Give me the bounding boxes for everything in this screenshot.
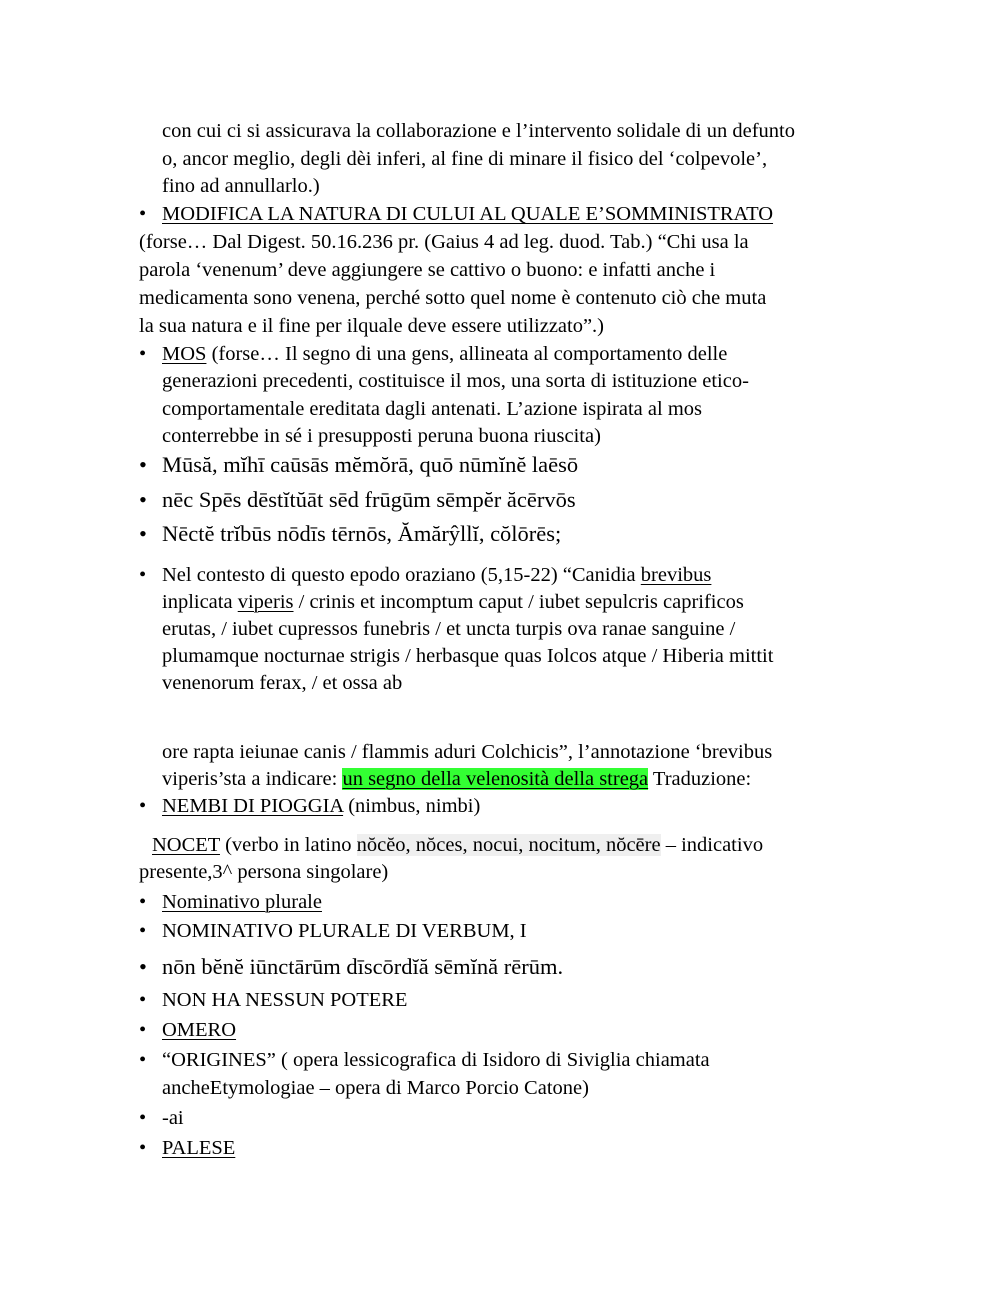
modifica-line-1: (forse… Dal Digest. 50.16.236 pr. (Gaius 4 ad leg. duod. Tab.) “Chi usa la: [139, 231, 749, 253]
mos-line-2: generazioni precedenti, costituisce il mos, una sorta di istituzione etico-: [162, 370, 749, 392]
brevibus-term: brevibus: [640, 564, 712, 586]
highlighted-phrase: un segno della velenosità della strega: [342, 768, 649, 790]
nocet-conjugation: nŏcĕo, nŏces, nocui, nocitum, nŏcēre: [356, 834, 661, 856]
nel-line-2-post: / crinis et incomptum caput / iubet sepulcris caprificos: [293, 591, 744, 613]
nocet-pre: (verbo in latino: [219, 834, 357, 856]
bullet: •: [139, 521, 147, 546]
bullet: •: [139, 343, 147, 365]
bullet: •: [139, 1107, 147, 1129]
bullet: •: [139, 203, 147, 225]
bullet: •: [139, 487, 147, 512]
intro-line-3: fino ad annullarlo.): [162, 175, 320, 197]
viperis-term: viperis: [237, 591, 294, 613]
bullet: •: [139, 564, 147, 586]
latin-verse-4: nōn bĕnĕ iūnctārūm dīscōrdĭă sēmĭnă rērūm.: [162, 954, 564, 979]
origines-line-2: ancheEtymologiae – opera di Marco Porcio Catone): [162, 1077, 589, 1099]
modifica-heading: MODIFICA LA NATURA DI CULUI AL QUALE E’SOMMINISTRATO: [162, 203, 774, 225]
nembi-line: [162, 792, 480, 820]
nel-line-6: ore rapta ieiunae canis / flammis aduri Colchicis”, l’annotazione ‘brevibus: [162, 741, 773, 763]
bullet: •: [139, 891, 147, 913]
bullet: •: [139, 989, 147, 1011]
nel-line-7-post: Traduzione:: [648, 768, 752, 790]
verbum-item: NOMINATIVO PLURALE DI VERBUM, I: [162, 920, 527, 942]
latin-verse-3: Nēctĕ trĭbūs nōdīs tērnōs, Ămărŷllĭ, cŏlōrēs;: [162, 521, 562, 546]
nel-line-7-pre: viperis’sta a indicare:: [162, 768, 343, 790]
origines-line-1: “ORIGINES” ( opera lessicografica di Isidoro di Siviglia chiamata: [162, 1049, 710, 1071]
mos-line-3: comportamentale ereditata dagli antenati. L’azione ispirata al mos: [162, 398, 702, 420]
nel-line-1: [162, 561, 711, 589]
nel-line-2: [162, 588, 744, 616]
mos-line-1: [162, 340, 727, 368]
intro-line-2: o, ancor meglio, degli dèi inferi, al fine di minare il fisico del ‘colpevole’,: [162, 148, 768, 170]
latin-verse-2: nēc Spēs dēstĭtŭāt sēd frūgūm sēmpĕr ăcērvōs: [162, 487, 576, 512]
mos-line-4: conterrebbe in sé i presupposti peruna buona riuscita): [162, 425, 601, 447]
nembi-rest: (nimbus, nimbi): [343, 795, 481, 817]
nel-line-1-text: Nel contesto di questo epodo oraziano (5,15-22) “Canidia: [162, 564, 641, 586]
nocet-post: – indicativo: [660, 834, 764, 856]
nembi-term: NEMBI DI PIOGGIA: [162, 795, 344, 817]
modifica-line-4: la sua natura e il fine per ilquale deve essere utilizzato”.): [139, 315, 605, 337]
nocet-line-2: presente,3^ persona singolare): [139, 861, 389, 883]
nel-line-5: venenorum ferax, / et ossa ab: [162, 672, 403, 694]
modifica-line-3: medicamenta sono venena, perché sotto quel nome è contenuto ciò che muta: [139, 287, 767, 309]
bullet: •: [139, 920, 147, 942]
potere-item: NON HA NESSUN POTERE: [162, 989, 408, 1011]
nel-line-7: [162, 765, 751, 793]
latin-verse-1: Mūsă, mĭhī caūsās mĕmŏrā, quō nūmĭnĕ laēsō: [162, 452, 579, 477]
bullet: •: [139, 954, 147, 979]
modifica-line-2: parola ‘venenum’ deve aggiungere se cattivo o buono: e infatti anche i: [139, 259, 716, 281]
nel-line-3: erutas, / iubet cupressos funebris / et uncta turpis ova ranae sanguine /: [162, 618, 736, 640]
intro-line-1: con cui ci si assicurava la collaborazione e l’intervento solidale di un defunto: [162, 120, 795, 142]
nocet-term: NOCET: [152, 834, 220, 856]
bullet: •: [139, 1019, 147, 1041]
ai-item: -ai: [162, 1107, 184, 1129]
nel-line-2-pre: inplicata: [162, 591, 238, 613]
bullet: •: [139, 1049, 147, 1071]
omero-item: OMERO: [162, 1019, 237, 1041]
palese-item: PALESE: [162, 1137, 236, 1159]
bullet: •: [139, 452, 147, 477]
mos-line-1-rest: (forse… Il segno di una gens, allineata al comportamento delle: [206, 343, 728, 365]
mos-term: MOS: [162, 343, 207, 365]
nominativo-item: Nominativo plurale: [162, 891, 322, 913]
nocet-line-1: [152, 831, 763, 859]
bullet: •: [139, 1137, 147, 1159]
bullet: •: [139, 795, 147, 817]
nel-line-4: plumamque nocturnae strigis / herbasque quas Iolcos atque / Hiberia mittit: [162, 645, 774, 667]
